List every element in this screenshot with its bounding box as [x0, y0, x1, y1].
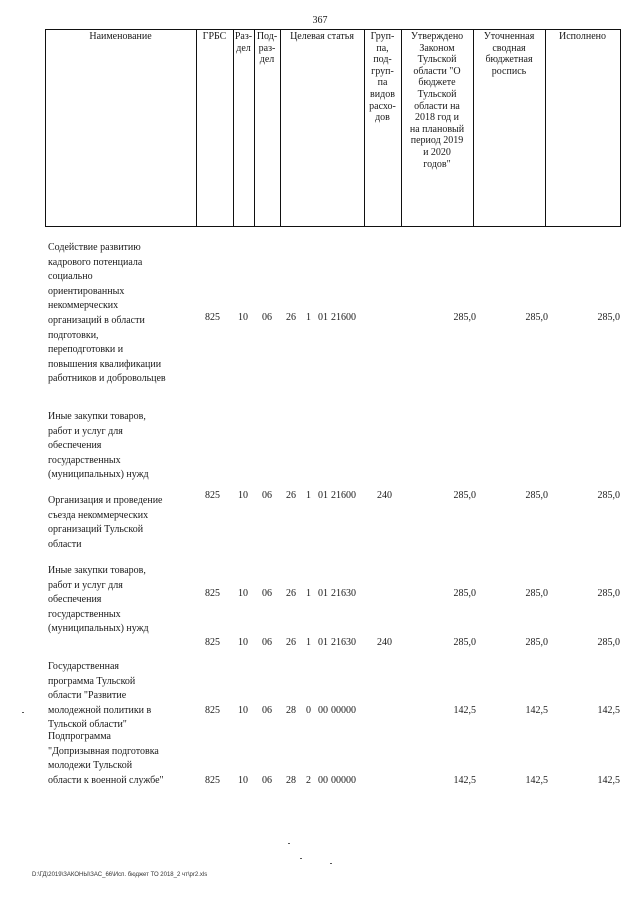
cell-executed: 285,0 — [597, 588, 620, 599]
cell-razdel: 10 — [238, 637, 248, 648]
cell-refined: 285,0 — [525, 312, 548, 323]
cell-grbs: 825 — [205, 490, 220, 501]
cell-target-program: 26 — [286, 312, 296, 323]
cell-group: 240 — [377, 637, 392, 648]
header-group: Груп- па, под- груп- па видов расхо- дов — [369, 31, 396, 124]
cell-target-direction: 00000 — [331, 705, 356, 716]
scan-speck — [22, 712, 24, 713]
cell-target-subprogram: 1 — [306, 588, 311, 599]
cell-executed: 142,5 — [597, 705, 620, 716]
cell-refined: 142,5 — [525, 775, 548, 786]
cell-target-activity: 01 — [318, 588, 328, 599]
scan-speck — [330, 863, 332, 864]
cell-executed: 285,0 — [597, 637, 620, 648]
cell-grbs: 825 — [205, 637, 220, 648]
header-grbs: ГРБС — [202, 31, 227, 42]
col-divider — [545, 29, 546, 226]
cell-refined: 142,5 — [525, 705, 548, 716]
cell-grbs: 825 — [205, 775, 220, 786]
cell-target-activity: 00 — [318, 705, 328, 716]
cell-target-direction: 00000 — [331, 775, 356, 786]
cell-target-program: 26 — [286, 588, 296, 599]
cell-target-subprogram: 0 — [306, 705, 311, 716]
cell-target-program: 26 — [286, 490, 296, 501]
header-podrazdel: Под- раз- дел — [256, 31, 278, 66]
cell-approved: 285,0 — [453, 637, 476, 648]
cell-approved: 285,0 — [453, 588, 476, 599]
cell-refined: 285,0 — [525, 637, 548, 648]
cell-razdel: 10 — [238, 588, 248, 599]
cell-group: 240 — [377, 490, 392, 501]
cell-podrazdel: 06 — [262, 637, 272, 648]
cell-target-subprogram: 1 — [306, 312, 311, 323]
cell-approved: 285,0 — [453, 312, 476, 323]
cell-target-activity: 01 — [318, 312, 328, 323]
cell-target-program: 28 — [286, 775, 296, 786]
header-razdel: Раз- дел — [234, 31, 253, 54]
col-divider — [196, 29, 197, 226]
cell-name: Иные закупки товаров, работ и услуг для обеспечения государственных (муниципальных) нужд — [48, 411, 149, 481]
table-header — [45, 29, 621, 226]
header-refined: Уточненная сводная бюджетная роспись — [483, 31, 535, 77]
cell-podrazdel: 06 — [262, 588, 272, 599]
cell-name: Организация и проведение съезда некоммерческих организаций Тульской области — [48, 495, 163, 550]
col-divider — [620, 29, 621, 226]
cell-target-direction: 21630 — [331, 637, 356, 648]
header-executed: Исполнено — [558, 31, 606, 42]
cell-target-activity: 01 — [318, 637, 328, 648]
header-top-border — [45, 29, 621, 30]
cell-razdel: 10 — [238, 312, 248, 323]
cell-podrazdel: 06 — [262, 775, 272, 786]
header-name: Наименование — [89, 31, 152, 42]
cell-refined: 285,0 — [525, 490, 548, 501]
cell-name: Иные закупки товаров, работ и услуг для обеспечения государственных (муниципальных) нужд — [48, 565, 149, 635]
cell-podrazdel: 06 — [262, 705, 272, 716]
cell-name: Содействие развитию кадрового потенциала социально ориентированных некоммерческих организаций в области подготовки, переподготовки и повышения квалификации работников и добровольцев — [48, 242, 166, 385]
col-divider — [233, 29, 234, 226]
header-bottom-border — [45, 226, 621, 227]
cell-razdel: 10 — [238, 775, 248, 786]
cell-target-subprogram: 1 — [306, 637, 311, 648]
cell-approved: 142,5 — [453, 775, 476, 786]
cell-name: Подпрограмма "Допризывная подготовка молодежи Тульской области к военной службе" — [48, 731, 164, 786]
col-divider — [280, 29, 281, 226]
file-path-footer: D:\ГД\2019\ЗАКОНЫ\ЗАС_66\Исп. бюджет ТО 2018_2 чт\pr2.xls — [32, 872, 208, 878]
cell-target-program: 28 — [286, 705, 296, 716]
cell-approved: 142,5 — [453, 705, 476, 716]
col-divider — [45, 29, 46, 226]
cell-target-direction: 21600 — [331, 312, 356, 323]
cell-grbs: 825 — [205, 588, 220, 599]
cell-razdel: 10 — [238, 705, 248, 716]
cell-podrazdel: 06 — [262, 312, 272, 323]
cell-executed: 285,0 — [597, 312, 620, 323]
header-target: Целевая статья — [290, 31, 354, 42]
cell-target-subprogram: 2 — [306, 775, 311, 786]
cell-executed: 142,5 — [597, 775, 620, 786]
cell-target-direction: 21630 — [331, 588, 356, 599]
scan-speck — [288, 843, 290, 844]
cell-target-activity: 01 — [318, 490, 328, 501]
cell-target-subprogram: 1 — [306, 490, 311, 501]
header-approved: Утверждено Законом Тульской области "О бюджете Тульской области на 2018 год и на плановый период 2019 и 2020 годов" — [409, 31, 465, 170]
scan-speck — [300, 858, 302, 859]
cell-name: Государственная программа Тульской области "Развитие молодежной политики в Тульской области" — [48, 661, 152, 731]
cell-executed: 285,0 — [597, 490, 620, 501]
page-number: 367 — [312, 15, 328, 26]
cell-razdel: 10 — [238, 490, 248, 501]
cell-target-activity: 00 — [318, 775, 328, 786]
cell-target-direction: 21600 — [331, 490, 356, 501]
cell-approved: 285,0 — [453, 490, 476, 501]
cell-refined: 285,0 — [525, 588, 548, 599]
cell-podrazdel: 06 — [262, 490, 272, 501]
cell-target-program: 26 — [286, 637, 296, 648]
cell-grbs: 825 — [205, 312, 220, 323]
cell-grbs: 825 — [205, 705, 220, 716]
